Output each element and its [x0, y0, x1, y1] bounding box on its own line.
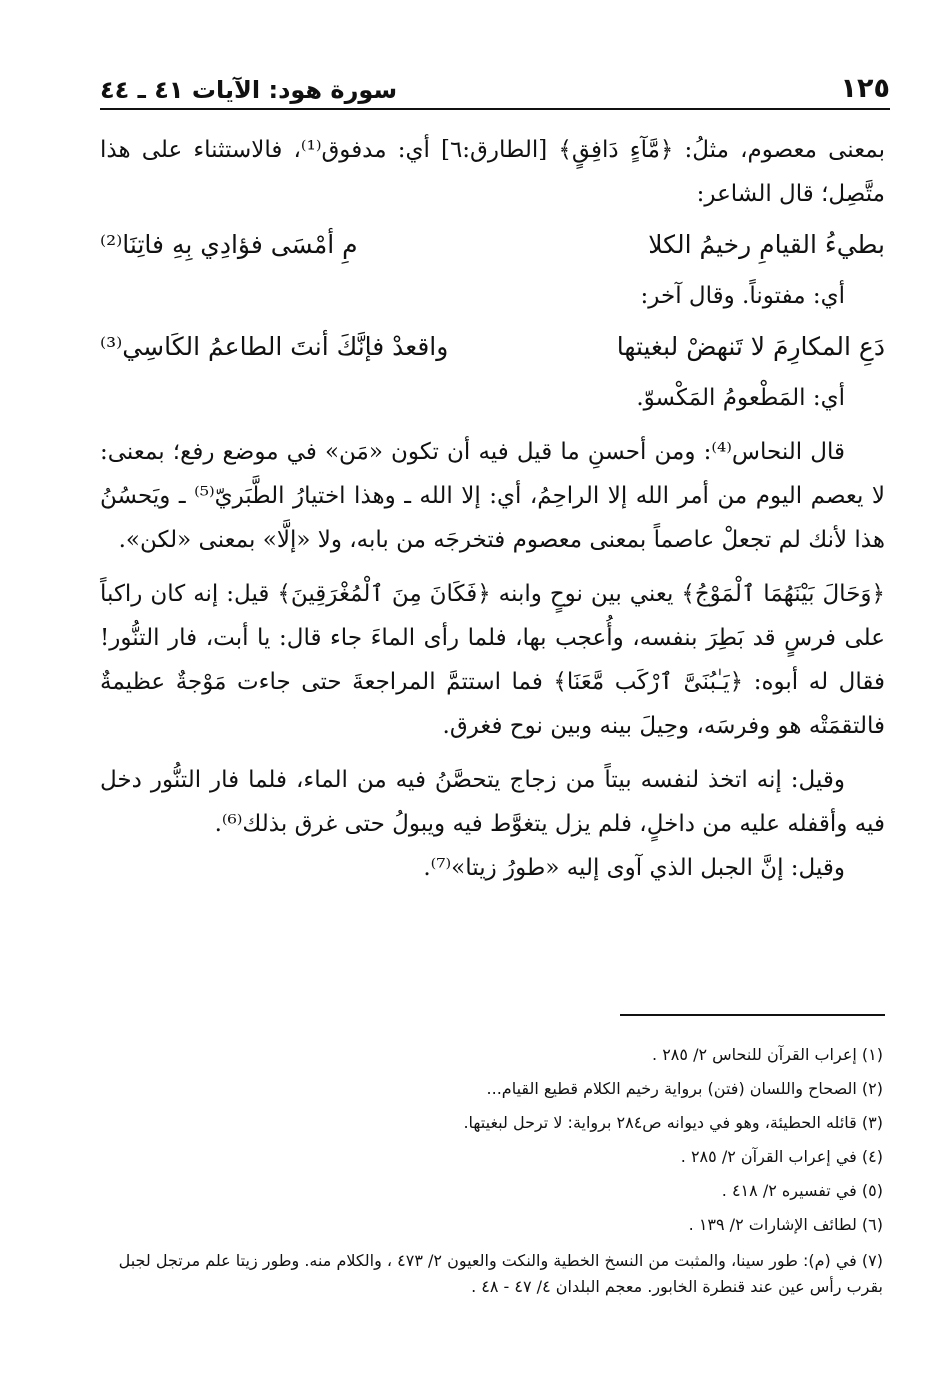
- verse-1-second-hemistich: مِ أمْسَى فؤادِي بِهِ فاتِنَا⁽²⁾: [100, 230, 358, 259]
- page-header: [100, 60, 890, 110]
- footnote-4: (٤) في إعراب القرآن ٢/ ٢٨٥ .: [680, 1147, 883, 1166]
- footnote-1: (١) إعراب القرآن للنحاس ٢/ ٢٨٥ .: [652, 1045, 883, 1064]
- verse-2-second-hemistich: واقعدْ فإنَّكَ أنتَ الطاعمُ الكَاسِي⁽³⁾: [100, 332, 449, 361]
- main-text: [100, 128, 885, 890]
- poem-verse-1: [100, 222, 885, 268]
- footnote-7: (٧) في (م): طور سينا، والمثبت من النسخ الخطية والنكت والعيون ٢/ ٤٧٣ ، والكلام منه. وطور زيتا علم مرتجل لجبل بقرب رأس عين عند قنطرة الخابور. معجم البلدان ٤/ ٤٧ - ٤٨ .: [118, 1251, 883, 1296]
- paragraph-7: وقيل: إنَّ الجبل الذي آوى إليه «طورُ زيتا»⁽⁷⁾.: [423, 855, 845, 881]
- paragraph-2: أي: مفتوناً. وقال آخر:: [640, 283, 845, 309]
- paragraph-6: وقيل: إنه اتخذ لنفسه بيتاً من زجاج يتحصَّنُ فيه من الماء، فلما فار التنُّور دخل فيه وأقفله عليه من داخلٍ، فلم يزل يتغوَّط فيه ويبولُ حتى غرق بذلك⁽⁶⁾.: [100, 767, 885, 837]
- verse-2-first-hemistich: دَعِ المكارِمَ لا تَنهضْ لبغيتها: [616, 332, 885, 361]
- paragraph-5: ﴿وَحَالَ بَيْنَهُمَا ٱلْمَوْجُ﴾ يعني بين نوحٍ وابنه ﴿فَكَانَ مِنَ ٱلْمُغْرَقِينَ﴾ قيل: إنه كان راكباً على فرسٍ قد بَطِرَ بنفسه، وأُعجب بها، فلما رأى الماءَ جاء قال: يا أبت، فار التنُّور! فقال له أبوه: ﴿يَـٰبُنَىَّ ٱرْكَب مَّعَنَا﴾ فما استتمَّ المراجعةَ حتى جاءت مَوْجةٌ عظيمةٌ فالتقمَتْه هو وفرسَه، وحِيلَ بينه وبين نوح فغرق.: [100, 581, 885, 739]
- footnote-3: (٣) قائله الحطيئة، وهو في ديوانه ص٢٨٤ برواية: لا ترحل لبغيتها.: [463, 1113, 883, 1132]
- paragraph-1: بمعنى معصوم، مثلُ: ﴿مَّآءٍ دَافِقٍ﴾ [الطارق:٦] أي: مدفوق⁽¹⁾، فالاستثناء على هذا متَّصِل؛ قال الشاعر:: [100, 137, 885, 207]
- running-title: سورة هود: الآيات ٤١ ـ ٤٤: [100, 76, 398, 104]
- paragraph-3: أي: المَطْعومُ المَكْسوّ.: [636, 385, 845, 411]
- footnote-6: (٦) لطائف الإشارات ٢/ ١٣٩ .: [688, 1215, 883, 1234]
- footnote-5: (٥) في تفسيره ٢/ ٤١٨ .: [721, 1181, 883, 1200]
- footnote-divider: [620, 1014, 885, 1016]
- poem-verse-2: [100, 324, 885, 370]
- page-number: ١٢٥: [840, 73, 890, 104]
- footnote-2: (٢) الصحاح واللسان (فتن) برواية رخيم الكلام قطيع القيام...: [486, 1079, 883, 1098]
- footnotes: [100, 1038, 883, 1300]
- verse-1-first-hemistich: بطيءُ القيامِ رخيمُ الكلا: [648, 230, 885, 259]
- paragraph-4: قال النحاس⁽⁴⁾: ومن أحسنِ ما قيل فيه أن تكون «مَن» في موضع رفع؛ بمعنى: لا يعصم اليوم من أمر الله إلا الراحِمُ، أي: إلا الله ـ وهذا اختيارُ الطَّبَريّ⁽⁵⁾ ـ ويَحسُنُ هذا لأنك لم تجعلْ عاصماً بمعنى معصوم فتخرجَه من بابه، ولا «إلَّا» بمعنى «لكن».: [100, 439, 885, 553]
